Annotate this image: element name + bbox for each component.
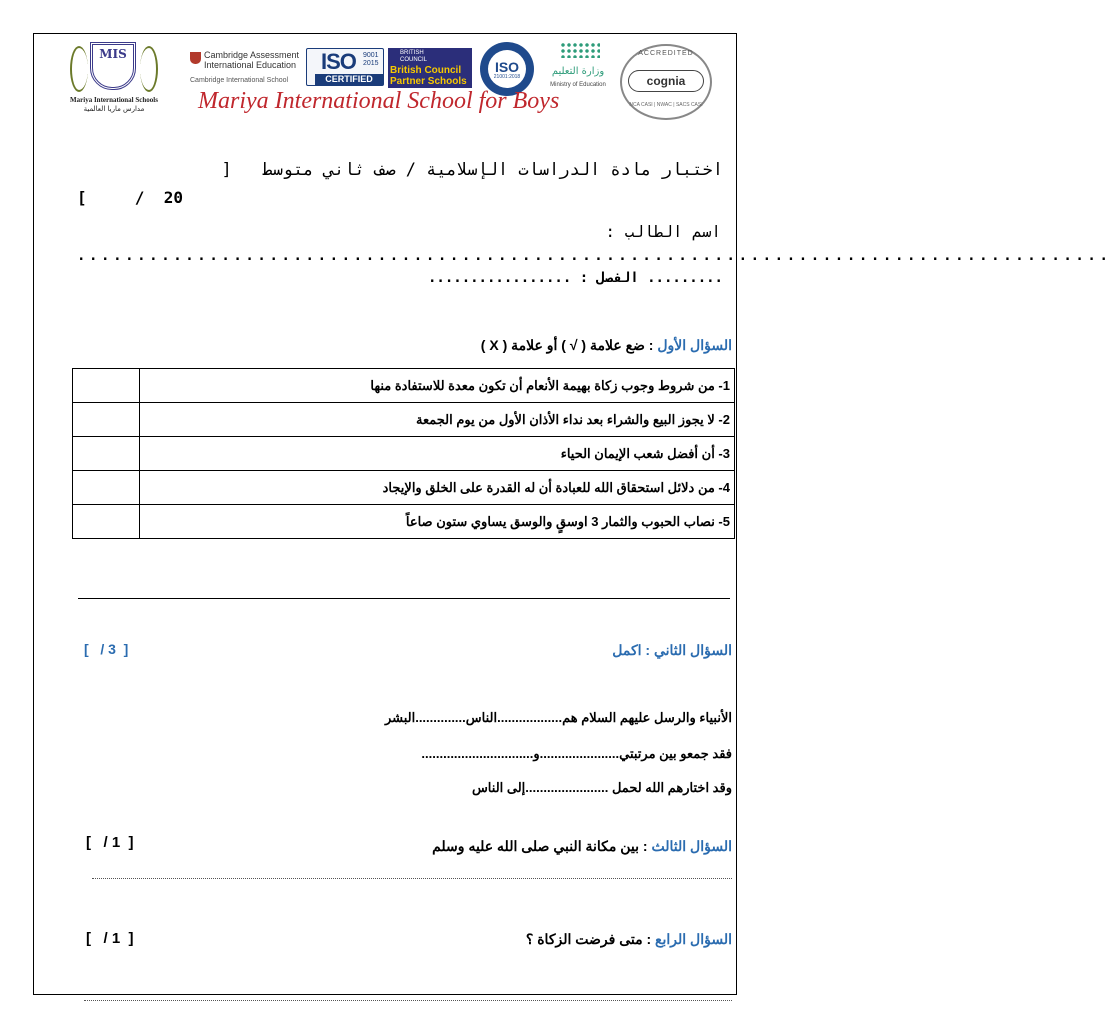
iso-certified-badge	[306, 48, 384, 86]
total-score-box: [ / 20	[77, 188, 183, 207]
ministry-ar: وزارة التعليم	[551, 66, 605, 77]
q2-line-3[interactable]: وقد اختارهم الله لحمل .......................إلى الناس	[471, 780, 732, 795]
cognia-logo	[620, 44, 712, 120]
mis-name-en: Mariya International Schools	[70, 96, 158, 104]
cambridge-line3: Cambridge International School	[190, 77, 289, 84]
q4-heading	[526, 931, 732, 948]
q4-text: : متى فرضت الزكاة ؟	[525, 931, 652, 947]
answer-cell-4[interactable]	[73, 471, 140, 505]
iso-certified-label: CERTIFIED	[315, 74, 383, 85]
answer-cell-2[interactable]	[73, 403, 140, 437]
q4-label: السؤال الرابع	[655, 931, 732, 947]
iso-numbers: 9001 2015	[363, 52, 379, 67]
bc-line2: Partner Schools	[390, 76, 467, 87]
iso-round-text: ISO	[494, 59, 520, 75]
wreath-left-icon	[70, 46, 88, 92]
school-name: Mariya International School for Boys	[198, 88, 560, 114]
q1-heading	[481, 337, 732, 354]
q2-heading	[612, 642, 732, 659]
student-name-field[interactable]: ......................................................................................	[77, 248, 1111, 264]
ministry-dots-icon	[560, 42, 600, 58]
cambridge-line1: Cambridge Assessment	[204, 50, 300, 60]
table-row	[73, 505, 735, 539]
table-row	[73, 403, 735, 437]
exam-title: اختبار مادة الدراسات الإسلامية / صف ثاني متوسط [	[221, 160, 723, 180]
statement-5: 5- نصاب الحبوب والثمار 3 اوسقٍ والوسق يساوي ستون صاعاً	[140, 505, 735, 539]
q4-score: [ / 1 ]	[86, 930, 134, 947]
q2-score: [ / 3 ]	[84, 641, 129, 657]
q2-label: السؤال الثاني	[653, 642, 732, 658]
statement-3: 3- أن أفضل شعب الإيمان الحياء	[140, 437, 735, 471]
cognia-accredited: ACCREDITED	[638, 50, 694, 57]
cognia-word: cognia	[628, 70, 704, 92]
ministry-en: Ministry of Education	[550, 82, 606, 88]
iso-text: ISO	[321, 49, 356, 74]
divider	[78, 598, 730, 599]
iso-round-num: 21001:2018	[493, 74, 521, 80]
ministry-logo	[536, 42, 620, 94]
answer-cell-1[interactable]	[73, 369, 140, 403]
mis-name-ar: مدارس ماريا العالمية	[83, 105, 145, 113]
statement-1: 1- من شروط وجوب زكاة بهيمة الأنعام أن تكون معدة للاستفادة منها	[140, 369, 735, 403]
q2-line-2[interactable]: فقد جمعو بين مرتبتي......................و...............................	[421, 746, 732, 761]
mis-logo	[48, 42, 180, 114]
statement-2: 2- لا يجوز البيع والشراء بعد نداء الأذان الأول من يوم الجمعة	[140, 403, 735, 437]
table-row	[73, 437, 735, 471]
bc-top-text: BRITISH COUNCIL	[400, 50, 428, 63]
british-council-logo	[388, 48, 472, 88]
class-field[interactable]: ......... الفصل : .................	[427, 270, 723, 286]
q3-text: : بين مكانة النبي صلى الله عليه وسلم	[432, 838, 648, 854]
q3-label: السؤال الثالث	[651, 838, 732, 854]
mis-shield-icon: MIS	[90, 42, 136, 90]
statement-4: 4- من دلائل استحقاق الله للعبادة أن له القدرة على الخلق والإيجاد	[140, 471, 735, 505]
student-name-label: اسم الطالب :	[605, 222, 721, 241]
answer-cell-3[interactable]	[73, 437, 140, 471]
q3-answer-line[interactable]	[92, 878, 732, 879]
table-row	[73, 471, 735, 505]
table-row	[73, 369, 735, 403]
cambridge-line2: International Education	[204, 60, 297, 70]
q3-heading	[432, 838, 732, 855]
cognia-sub: NCA CASI | NWAC | SACS CASI	[629, 102, 703, 108]
q1-instruction: : ضع علامة ( √ ) أو علامة ( X )	[480, 337, 654, 353]
iso-round-inner	[488, 50, 526, 88]
q4-answer-line[interactable]	[84, 1000, 732, 1001]
q3-score: [ / 1 ]	[86, 834, 134, 851]
bc-line1: British Council	[390, 65, 462, 76]
answer-cell-5[interactable]	[73, 505, 140, 539]
wreath-right-icon	[140, 46, 158, 92]
q2-instruction: : اكمل	[612, 642, 651, 658]
q1-table	[72, 368, 735, 539]
q1-label: السؤال الأول	[657, 337, 732, 353]
cambridge-shield-icon	[190, 52, 201, 64]
q2-line-1[interactable]: الأنبياء والرسل عليهم السلام هم..................الناس..............البشر	[384, 710, 732, 725]
